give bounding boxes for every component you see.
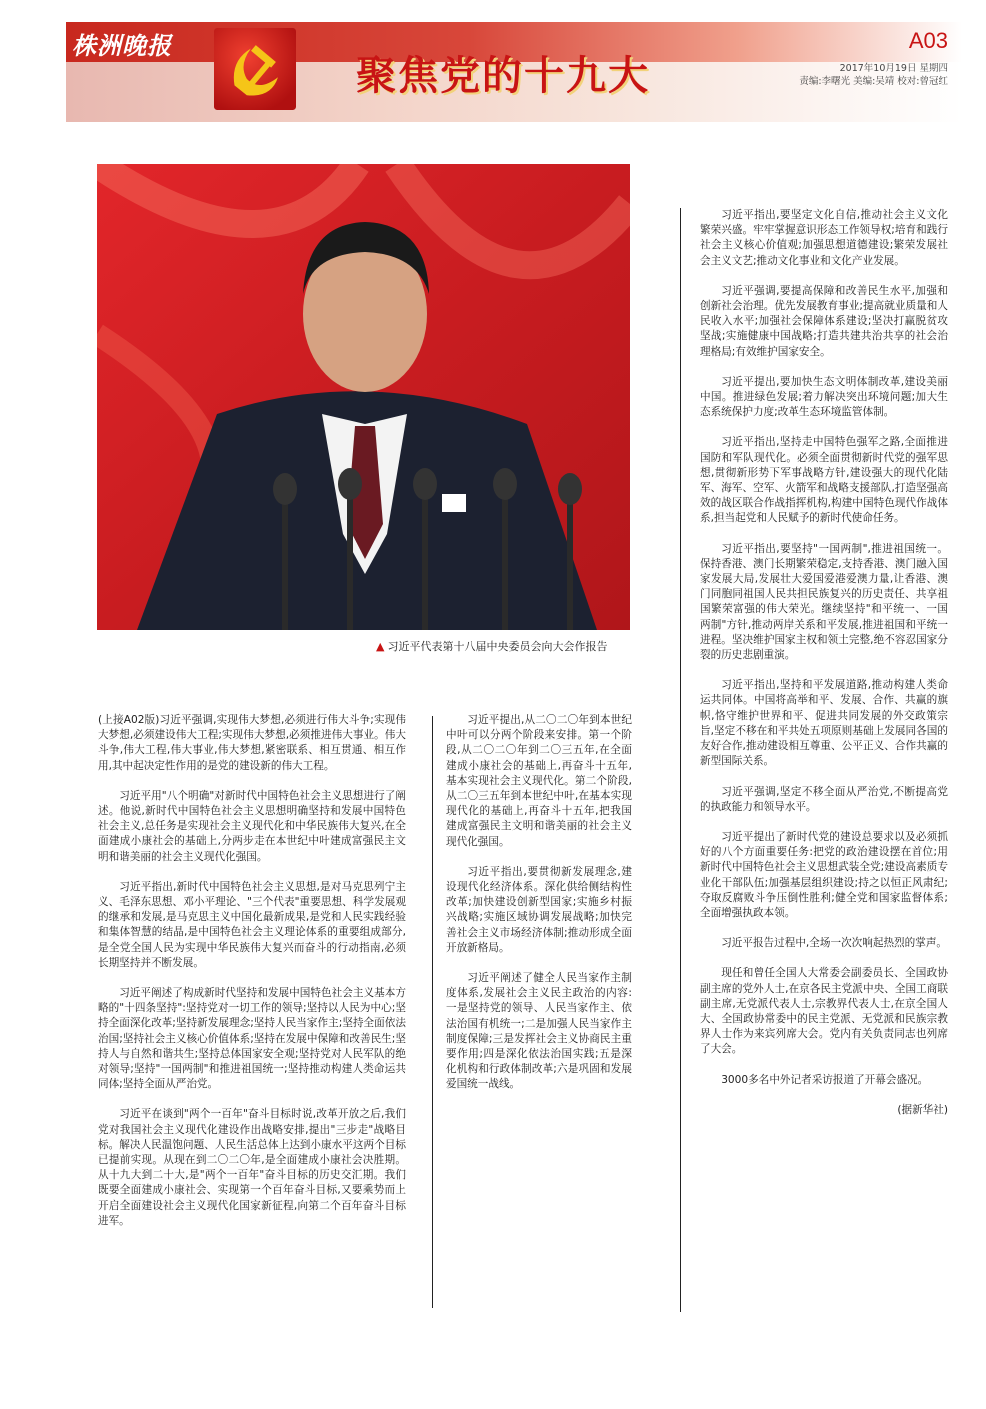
article-source: (据新华社) — [897, 1103, 948, 1116]
article-paragraph: 习近平指出,要坚持"一国两制",推进祖国统一。保持香港、澳门长期繁荣稳定,支持香港、澳门融入国家发展大局,发展壮大爱国爱港爱澳力量,让香港、澳门同胞同祖国人民共担民族复兴的历史责任、共享祖国繁荣富强的伟大荣光。继续坚持"和平统一、一国两制"方针,推动两岸关系和平发展,推进祖国和平统一进程。坚决维护国家主权和领土完整,绝不容忍国家分裂的历史悲剧重演。 — [700, 542, 948, 662]
page-number: A03 — [908, 28, 948, 53]
issue-date: 2017年10月19日 星期四 — [839, 63, 948, 74]
article-paragraph: 习近平阐述了健全人民当家作主制度体系,发展社会主义民主政治的内容:一是坚持党的领导、人民当家作主、依法治国有机统一;二是加强人民当家作主制度保障;三是发挥社会主义协商民主重要作用;四是深化依法治国实践;五是深化机构和行政体制改革;六是巩固和发展爱国统一战线。 — [446, 972, 632, 1091]
article-paragraph: (上接A02版)习近平强调,实现伟大梦想,必须进行伟大斗争;实现伟大梦想,必须建设伟大工程;实现伟大梦想,必须推进伟大事业。伟大斗争,伟大工程,伟大事业,伟大梦想,紧密联系、相互贯通、相互作用,其中起决定性作用的是党的建设新的伟大工程。 — [98, 714, 406, 772]
article-paragraph: 习近平阐述了构成新时代坚持和发展中国特色社会主义基本方略的"十四条坚持":坚持党对一切工作的领导;坚持以人民为中心;坚持全面深化改革;坚持新发展理念;坚持人民当家作主;坚持全面依法治国;坚持社会主义核心价值体系;坚持在发展中保障和改善民生;坚持人与自然和谐共生;坚持总体国家安全观;坚持党对人民军队的绝对领导;坚持"一国两制"和推进祖国统一;坚持推动构建人类命运共同体;坚持全面从严治党。 — [98, 987, 406, 1091]
staff-credits: 责编:李曙光 美编:吴靖 校对:曾冠红 — [799, 76, 948, 87]
article-paragraph: 现任和曾任全国人大常委会副委员长、全国政协副主席的党外人士,在京各民主党派中央、全国工商联副主席,无党派代表人士,宗教界代表人士,在京全国人大、全国政协常委中的民主党派、无党派和民族宗教界人士作为来宾列席大会。党内有关负责同志也列席了大会。 — [700, 967, 948, 1056]
dateline — [799, 62, 948, 88]
caption-triangle-icon: ▲ — [376, 640, 385, 653]
article-column-3 — [700, 208, 948, 1133]
article-column-2 — [446, 713, 632, 1108]
article-paragraph: 习近平报告过程中,全场一次次响起热烈的掌声。 — [721, 937, 948, 950]
article-paragraph: 习近平指出,新时代中国特色社会主义思想,是对马克思列宁主义、毛泽东思想、邓小平理论、"三个代表"重要思想、科学发展观的继承和发展,是马克思主义中国化最新成果,是党和人民实践经验和集体智慧的结晶,是中国特色社会主义理论体系的重要组成部分,是全党全国人民为实现中华民族伟大复兴而奋斗的行动指南,必须长期坚持并不断发展。 — [98, 880, 406, 969]
article-paragraph: 习近平指出,坚持和平发展道路,推动构建人类命运共同体。中国将高举和平、发展、合作、共赢的旗帜,恪守维护世界和平、促进共同发展的外交政策宗旨,坚定不移在和平共处五项原则基础上发展同各国的友好合作,推动建设相互尊重、公平正义、合作共赢的新型国际关系。 — [700, 679, 948, 768]
article-paragraph: 习近平指出,要坚定文化自信,推动社会主义文化繁荣兴盛。牢牢掌握意识形态工作领导权;培育和践行社会主义核心价值观;加强思想道德建设;繁荣发展社会主义文艺;推动文化事业和文化产业发展。 — [700, 209, 948, 267]
article-paragraph: 习近平提出,从二〇二〇年到本世纪中叶可以分两个阶段来安排。第一个阶段,从二〇二〇年到二〇三五年,在全面建成小康社会的基础上,再奋斗十五年,基本实现社会主义现代化。第二个阶段,从二〇三五年到本世纪中叶,在基本实现现代化的基础上,再奋斗十五年,把我国建成富强民主文明和谐美丽的社会主义现代化强国。 — [446, 714, 632, 848]
party-emblem-icon — [214, 28, 296, 110]
article-paragraph: 习近平强调,要提高保障和改善民生水平,加强和创新社会治理。优先发展教育事业;提高就业质量和人民收入水平;加强社会保障体系建设;坚决打赢脱贫攻坚战;实施健康中国战略;打造共建共治共享的社会治理格局;有效维护国家安全。 — [700, 284, 948, 358]
article-paragraph: 习近平在谈到"两个一百年"奋斗目标时说,改革开放之后,我们党对我国社会主义现代化建设作出战略安排,提出"三步走"战略目标。解决人民温饱问题、人民生活总体上达到小康水平这两个目标已提前实现。从现在到二〇二〇年,是全面建成小康社会决胜期。从十九大到二十大,是"两个一百年"奋斗目标的历史交汇期。我们既要全面建成小康社会、实现第一个百年奋斗目标,又要乘势而上开启全面建设社会主义现代化国家新征程,向第二个百年奋斗目标进军。 — [98, 1108, 406, 1227]
page-title: 聚焦党的十九大 — [356, 53, 650, 99]
article-paragraph: 3000多名中外记者采访报道了开幕会盛况。 — [721, 1073, 929, 1086]
column-divider — [432, 716, 433, 1308]
article-paragraph: 习近平提出,要加快生态文明体制改革,建设美丽中国。推进绿色发展;着力解决突出环境问题;加大生态系统保护力度;改革生态环境监管体制。 — [700, 375, 948, 419]
article-paragraph: 习近平提出了新时代党的建设总要求以及必须抓好的八个方面重要任务:把党的政治建设摆在首位;用新时代中国特色社会主义思想武装全党;建设高素质专业化干部队伍;加强基层组织建设;持之以恒正风肃纪;夺取反腐败斗争压倒性胜利;健全党和国家监督体系;全面增强执政本领。 — [700, 830, 948, 919]
photo-caption — [376, 638, 607, 654]
article-paragraph: 习近平指出,要贯彻新发展理念,建设现代化经济体系。深化供给侧结构性改革;加快建设创新型国家;实施乡村振兴战略;实施区域协调发展战略;加快完善社会主义市场经济体制;推动形成全面开放新格局。 — [446, 865, 632, 954]
article-paragraph: 习近平指出,坚持走中国特色强军之路,全面推进国防和军队现代化。必须全面贯彻新时代党的强军思想,贯彻新形势下军事战略方针,建设强大的现代化陆军、海军、空军、火箭军和战略支援部队,打造坚强高效的战区联合作战指挥机构,构建中国特色现代作战体系,担当起党和人民赋予的新时代使命任务。 — [700, 436, 948, 525]
speaker-photo — [97, 164, 630, 630]
newspaper-masthead: 株洲晚报 — [72, 31, 172, 60]
caption-text: 习近平代表第十八届中央委员会向大会作报告 — [387, 640, 608, 653]
article-paragraph: 习近平强调,坚定不移全面从严治党,不断提高党的执政能力和领导水平。 — [700, 785, 948, 813]
article-column-1 — [98, 713, 406, 1244]
column-divider — [680, 208, 681, 1312]
article-paragraph: 习近平用"八个明确"对新时代中国特色社会主义思想进行了阐述。他说,新时代中国特色社会主义思想明确坚持和发展中国特色社会主义,总任务是实现社会主义现代化和中华民族伟大复兴,在全面建成小康社会的基础上,分两步走在本世纪中叶建成富强民主文明和谐美丽的社会主义现代化强国。 — [98, 789, 406, 863]
